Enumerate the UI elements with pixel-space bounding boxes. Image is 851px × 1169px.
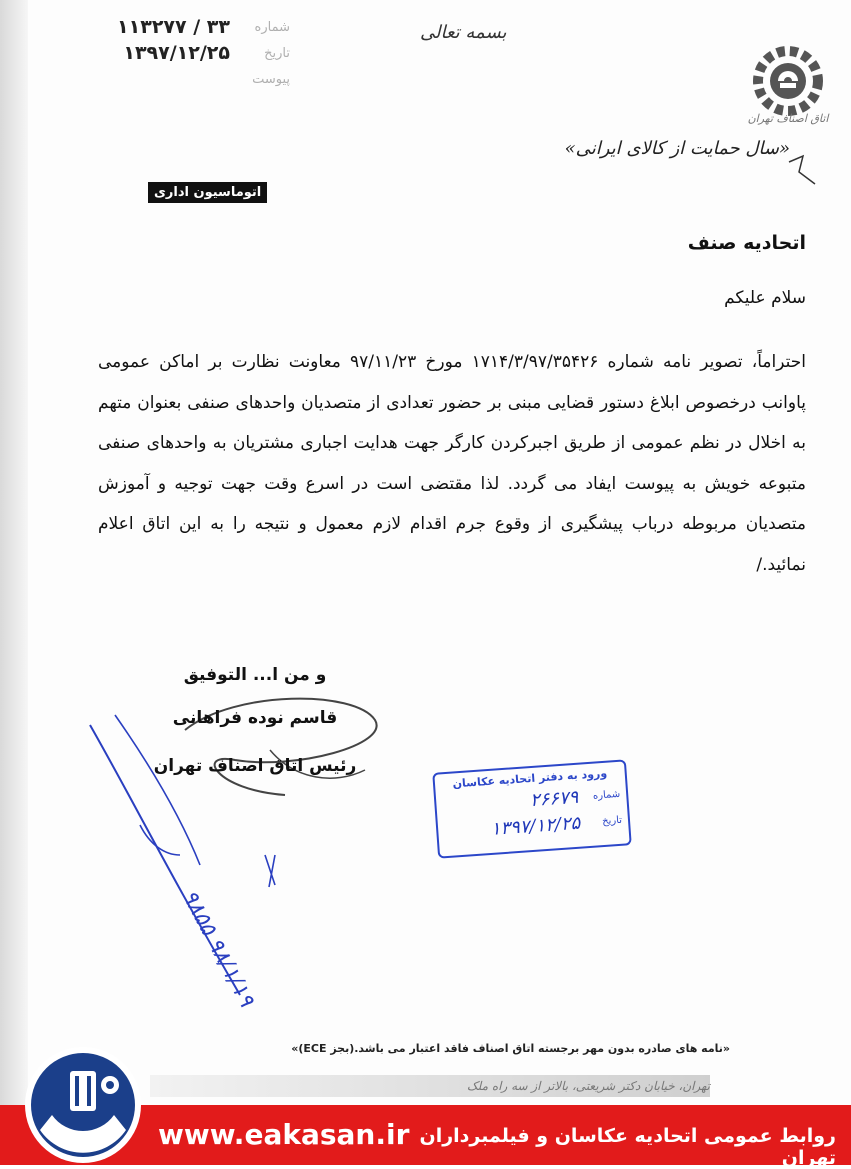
stamp-number-value: ۲۶۶۷۹ [529, 786, 580, 812]
eakasan-logo-icon [18, 1035, 148, 1165]
meta-attachment-label: پیوست [252, 71, 290, 87]
scan-edge-shadow [0, 0, 28, 1105]
logo-caption: اتاق اصناف تهران [747, 112, 829, 125]
signatory-title: رئیس اتاق اصناف تهران [153, 756, 357, 776]
website-link[interactable]: www.eakasan.ir [158, 1118, 410, 1151]
recipient: اتحادیه صنف [687, 232, 806, 254]
footnote: «نامه های صادره بدون مهر برجسته اتاق اصناف فاقد اعتبار می باشد.(بجز ECE)» [291, 1042, 730, 1055]
signatory-name: قاسم نوده فراهانی [172, 708, 338, 728]
meta-date-row [60, 40, 290, 66]
meta-number-value: ۳۳ / ۱۱۳۲۷۷ [117, 16, 230, 38]
banner-caption: روابط عمومی اتحادیه عکاسان و فیلمبرداران تهران [419, 1125, 836, 1169]
corner-checkmark-icon [785, 150, 825, 190]
handwritten-note: ۹۸۵۵ ۹۸/۱/۱۹ [176, 886, 259, 1011]
address-line: تهران، خیابان دکتر شریعتی، بالاتر از سه راه ملک [150, 1075, 710, 1097]
department-tag: اتوماسیون اداری [148, 182, 267, 203]
greeting: سلام علیکم [724, 288, 806, 308]
meta-date-label: تاریخ [264, 45, 290, 61]
year-slogan: «سال حمایت از کالای ایرانی» [564, 138, 790, 159]
stamp-number-label: شماره [592, 788, 621, 802]
receipt-stamp [432, 759, 632, 858]
handwritten-annotation-icon [70, 705, 300, 1045]
stamp-title: ورود به دفتر اتحادیه عکاسان [452, 766, 608, 791]
letter-body: احتراماً، تصویر نامه شماره ۱۷۱۴/۳/۹۷/۳۵۴۲۶ مورخ ۹۷/۱۱/۲۳ معاونت نظارت بر اماکن عمومی پاوانب درخصوص ابلاغ دستور قضایی مبنی بر حضور تعدادی از متصدیان واحدهای صنفی بعنوان متهم به اخلال در نظم عمومی از طریق اجبرکردن کارگر جهت هدایت اجباری مشتریان به واحدهای صنفی متبوعه خویش به پیوست ایفاد می گردد. لذا مقتضی است در اسرع وقت جهت توجیه و آموزش متصدیان مربوطه درباب پیشگیری از وقوع جرم اقدام لازم معمول و نتیجه را به این اتاق اعلام نمائید./ [98, 352, 806, 575]
meta-number-row [60, 14, 290, 40]
letter-meta [60, 14, 290, 92]
meta-attachment-row [60, 66, 290, 92]
meta-date-value: ۱۳۹۷/۱۲/۲۵ [123, 42, 230, 64]
stamp-date-label: تاریخ [601, 814, 623, 828]
meta-number-label: شماره [254, 19, 290, 35]
signature-closing: و من ا... التوفیق [183, 665, 327, 685]
invocation-text: بسمه تعالی [420, 22, 507, 43]
stamp-date-value: ۱۳۹۷/۱۲/۲۵ [490, 812, 581, 840]
